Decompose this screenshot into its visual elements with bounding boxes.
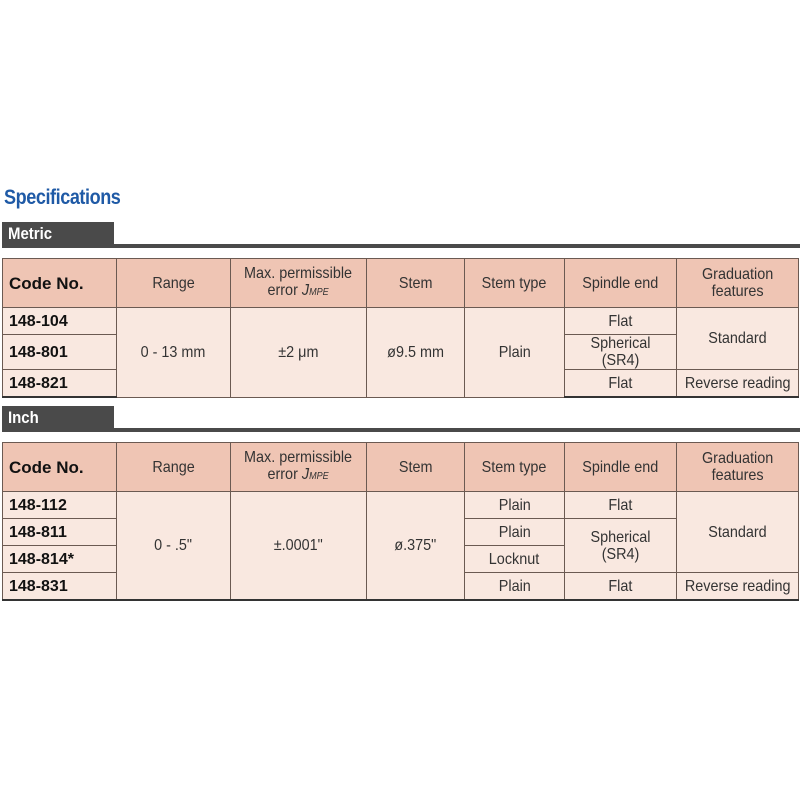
header-spindle-end: Spindle end — [565, 443, 677, 492]
code-cell: 148-112 — [3, 492, 117, 519]
stem-type-cell: Plain — [465, 573, 565, 601]
error-cell: ±2 μm — [231, 308, 367, 398]
header-stem: Stem — [367, 443, 465, 492]
graduation-cell: Standard — [677, 308, 799, 370]
header-error: Max. permissible error JMPE — [231, 443, 367, 492]
code-cell: 148-831 — [3, 573, 117, 601]
inch-section-label: Inch — [8, 408, 39, 427]
error-cell: ±.0001" — [231, 492, 367, 601]
range-cell: 0 - .5" — [117, 492, 231, 601]
spindle-end-cell: Spherical (SR4) — [565, 335, 677, 370]
stem-type-cell: Plain — [465, 308, 565, 398]
header-spindle-end: Spindle end — [565, 259, 677, 308]
inch-spec-table — [2, 442, 799, 601]
spindle-end-cell: Spherical (SR4) — [565, 519, 677, 573]
header-code: Code No. — [3, 443, 117, 492]
stem-type-cell: Plain — [465, 492, 565, 519]
table-row — [3, 492, 799, 519]
code-cell: 148-811 — [3, 519, 117, 546]
spindle-end-cell: Flat — [565, 492, 677, 519]
header-graduation: Graduation features — [677, 443, 799, 492]
inch-header-row — [3, 443, 799, 492]
graduation-cell: Reverse reading — [677, 370, 799, 398]
metric-section-label: Metric — [8, 224, 53, 243]
code-cell: 148-821 — [3, 370, 117, 398]
header-graduation: Graduation features — [677, 259, 799, 308]
header-code: Code No. — [3, 259, 117, 308]
spindle-end-cell: Flat — [565, 370, 677, 398]
stem-type-cell: Plain — [465, 519, 565, 546]
stem-cell: ø9.5 mm — [367, 308, 465, 398]
spindle-end-cell: Flat — [565, 308, 677, 335]
graduation-cell: Standard — [677, 492, 799, 573]
header-range: Range — [117, 443, 231, 492]
header-stem: Stem — [367, 259, 465, 308]
stem-cell: ø.375" — [367, 492, 465, 601]
table-row — [3, 308, 799, 335]
metric-header-row — [3, 259, 799, 308]
page-title: Specifications — [4, 186, 121, 209]
stem-type-cell: Locknut — [465, 546, 565, 573]
graduation-cell: Reverse reading — [677, 573, 799, 601]
code-cell: 148-814* — [3, 546, 117, 573]
header-error: Max. permissible error JMPE — [231, 259, 367, 308]
spindle-end-cell: Flat — [565, 573, 677, 601]
code-cell: 148-104 — [3, 308, 117, 335]
header-stem-type: Stem type — [465, 259, 565, 308]
header-stem-type: Stem type — [465, 443, 565, 492]
inch-section-header — [2, 406, 800, 432]
header-range: Range — [117, 259, 231, 308]
range-cell: 0 - 13 mm — [117, 308, 231, 398]
metric-spec-table — [2, 258, 799, 398]
metric-section-header — [2, 222, 800, 248]
code-cell: 148-801 — [3, 335, 117, 370]
